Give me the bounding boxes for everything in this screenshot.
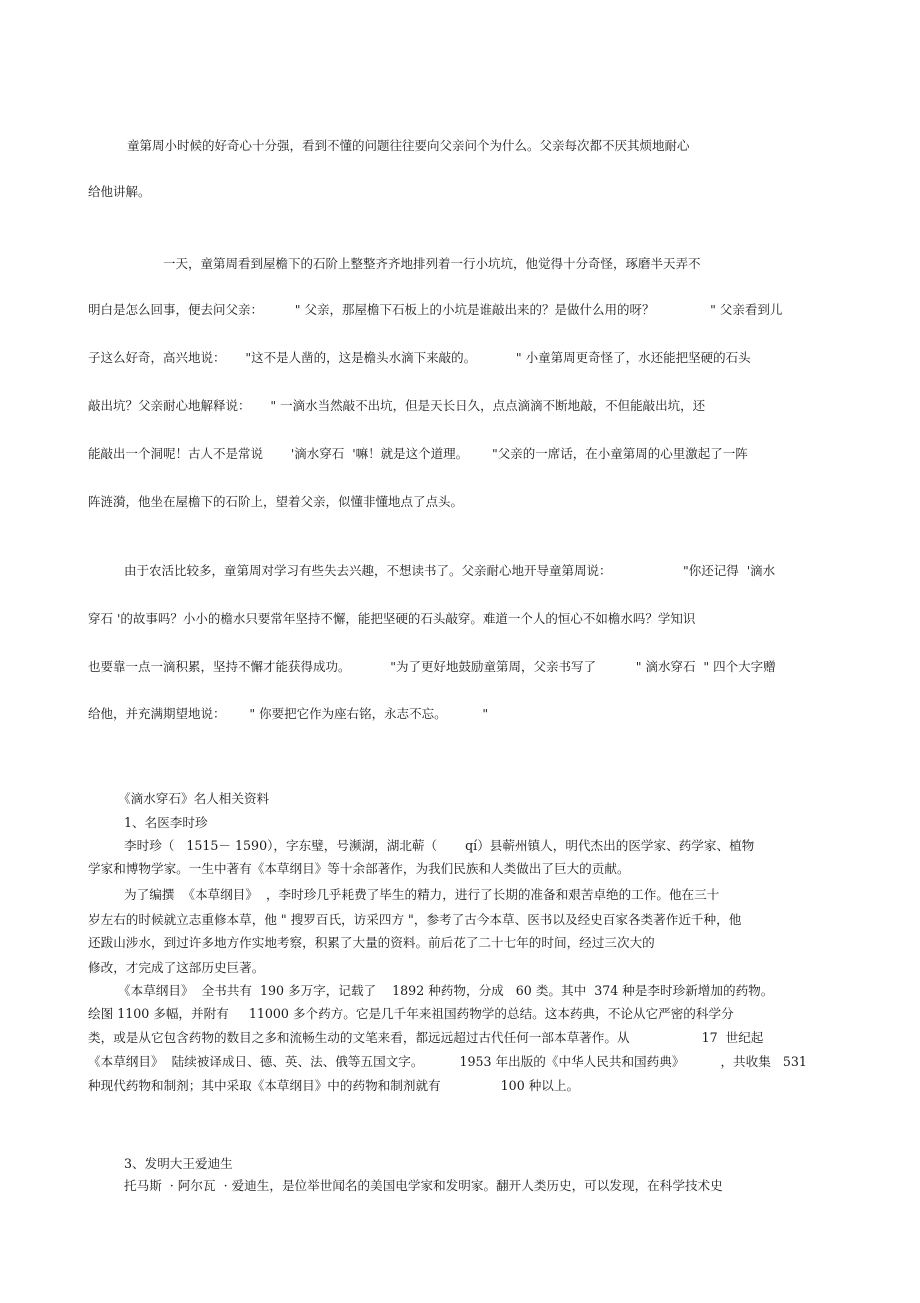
text-line: 明白是怎么回事，便去问父亲： " 父亲，那屋檐下石板上的小坑是谁敲出来的？是做什么用的呀？ " 父亲看到儿 — [88, 302, 783, 317]
text-line: 给他讲解。 — [88, 184, 151, 199]
text-line: 穿石 '的故事吗？小小的檐水只要常年坚持不懈，能把坚硬的石头敲穿。难道一个人的恒心不如檐水吗？学知识 — [88, 611, 696, 626]
text-line: 能敲出一个洞呢！古人不是常说 '滴水穿石 '嘛！就是这个道理。 "父亲的一席话，在小童第周的心里激起了一阵 — [88, 446, 748, 461]
text-line: 给他，并充满期望地说： " 你要把它作为座右铭，永志不忘。 " — [88, 706, 489, 721]
text-line: 《本草纲目》 陆续被译成日、德、英、法、俄等五国文字。 1953 年出版的《中华人民共和国药典》 ，共收集 531 — [88, 1054, 807, 1069]
reference-heading: 《滴水穿石》名人相关资料 — [118, 791, 270, 806]
text-line: 类，或是从它包含药物的数目之多和流畅生动的文笔来看，都远远超过古代任何一部本草著作。从 17 世纪起 — [88, 1030, 764, 1045]
text-line: 岁左右的时候就立志重修本草，他 " 搜罗百氏，访采四方 "，参考了古今本草、医书以及经史百家各类著作近千种，他 — [88, 912, 742, 927]
text-line: 学家和博物学家。一生中著有《本草纲目》等十余部著作，为我们民族和人类做出了巨大的贡献。 — [88, 861, 630, 876]
section-title: 1、名医李时珍 — [124, 815, 208, 830]
text-line: 也要靠一点一滴积累，坚持不懈才能获得成功。 "为了更好地鼓励童第周，父亲书写了 " 滴水穿石 " 四个大字赠 — [88, 659, 776, 674]
text-line: 子这么好奇，高兴地说： "这不是人凿的，这是檐头水滴下来敲的。 " 小童第周更奇怪了，水还能把坚硬的石头 — [88, 350, 751, 365]
section-title: 3、发明大王爱迪生 — [124, 1156, 233, 1171]
text-line: 还跋山涉水，到过许多地方作实地考察，积累了大量的资料。前后花了二十七年的时间，经过三次大的 — [88, 935, 655, 950]
text-line: 童第周小时候的好奇心十分强，看到不懂的问题往往要向父亲问个为什么。父亲每次都不厌其烦地耐心 — [127, 138, 690, 153]
text-line: 阵涟漪，他坐在屋檐下的石阶上，望着父亲，似懂非懂地点了点头。 — [88, 494, 464, 509]
text-line: 敲出坑？父亲耐心地解释说： " 一滴水当然敲不出坑，但是天长日久，点点滴滴不断地敲，不但能敲出坑，还 — [88, 398, 706, 413]
text-line: 修改，才完成了这部历史巨著。 — [88, 960, 265, 975]
text-line: 一天，童第周看到屋檐下的石阶上整整齐齐地排列着一行小坑坑，他觉得十分奇怪，琢磨半天弄不 — [163, 256, 701, 271]
text-line: 由于农活比较多，童第周对学习有些失去兴趣，不想读书了。父亲耐心地开导童第周说： "你还记得 '滴水 — [124, 563, 776, 578]
text-line: 《本草纲目》 全书共有 190 多万字，记载了 1892 种药物，分成 60 类。其中 374 种是李时珍新增加的药物。 — [118, 983, 774, 998]
text-line: 李时珍（ 1515－ 1590），字东璧，号濒湖，湖北蕲（ qí）县蕲州镇人，明代杰出的医学家、药学家、植物 — [124, 838, 755, 853]
text-line: 绘图 1100 多幅，并附有 11000 多个药方。它是几千年来祖国药物学的总结。这本药典，不论从它严密的科学分 — [88, 1006, 734, 1021]
text-line: 种现代药物和制剂；其中采取《本草纲目》中的药物和制剂就有 100 种以上。 — [88, 1078, 580, 1093]
text-line: 托马斯 · 阿尔瓦 · 爱迪生，是位举世闻名的美国电学家和发明家。翻开人类历史，可以发现，在科学技术史 — [124, 1178, 723, 1193]
text-line: 为了编撰 《本草纲目》 ，李时珍几乎耗费了毕生的精力，进行了长期的准备和艰苦卓绝的工作。他在三十 — [124, 887, 720, 902]
